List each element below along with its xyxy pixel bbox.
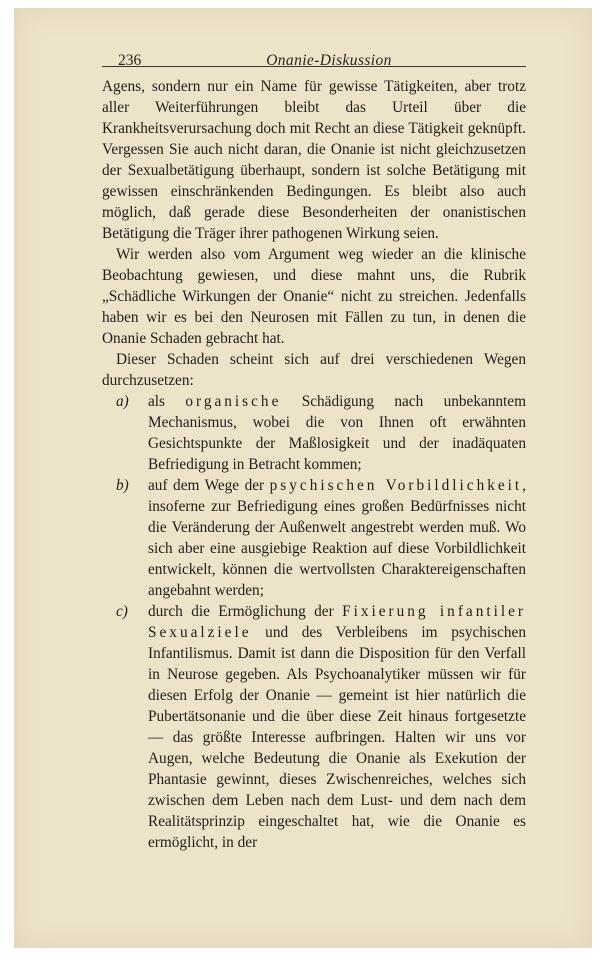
spaced-emphasis: psychischen Vorbildlichkeit: [269, 477, 523, 494]
paragraph-2: Wir werden also vom Argument weg wieder an die klinische Beobachtung gewiesen, und diese mahnt uns, die Rubrik „Schädliche Wirkungen der Onanie“ nicht zu streichen. Jedenfalls haben wir es bei den Neurosen mit Fällen zu tun, in denen die Onanie Schaden gebracht hat.: [102, 246, 526, 347]
paragraph-3: Dieser Schaden scheint sich auf drei verschiedenen Wegen durchzusetzen:: [102, 351, 526, 389]
spaced-emphasis: Fixierung infantiler Sexualziele: [148, 603, 526, 641]
page-number: 236: [118, 52, 142, 69]
list-item-a: a) als organische Schädigung nach unbekanntem Mechanismus, wobei die von Ihnen oft erwähnten Gesichtspunkte der Maßlosigkeit und der inadäquaten Befriedigung in Betracht kommen;: [116, 393, 526, 473]
page-header: [118, 52, 540, 74]
header-rule: [102, 66, 526, 67]
paragraph-1: Agens, sondern nur ein Name für gewisse Tätigkeiten, aber trotz aller Weiterführungen bleibt das Urteil über die Krankheitsverursachung doch mit Recht an diese Tätigkeit geknüpft. Vergessen Sie auch nicht daran, die Onanie ist nicht gleichzusetzen der Sexualbetätigung überhaupt, sondern ist solche Betätigung mit gewissen einschränkenden Bedingungen. Es bleibt also auch möglich, daß gerade diese Besonderheiten der onanistischen Betätigung die Träger ihrer pathogenen Wirkung seien.: [102, 78, 526, 242]
list-marker: a): [116, 393, 129, 410]
spaced-emphasis: organische: [185, 393, 282, 410]
running-title: Onanie-Diskussion: [266, 52, 392, 69]
body-text: [102, 76, 526, 853]
list-marker: b): [116, 477, 129, 494]
list-marker: c): [116, 603, 128, 620]
list-item-b: b) auf dem Wege der psychischen Vorbildlichkeit, insoferne zur Befriedigung eines großen Bedürfnisses nicht die Veränderung der Außenwelt angestrebt werden muß. Wo sich aber eine ausgiebige Reaktion auf diese Vorbildlichkeit entwickelt, können die wertvollsten Charaktereigenschaften angebahnt werden;: [116, 477, 526, 599]
list-item-c: c) durch die Ermöglichung der Fixierung infantiler Sexualziele und des Verbleibens im psychischen Infantilismus. Damit ist dann die Disposition für den Verfall in Neurose gegeben. Als Psychoanalytiker müssen wir für diesen Erfolg der Onanie — gemeint ist hier natürlich die Pubertätsonanie und die über diese Zeit hinaus fortgesetzte — das größte Interesse aufbringen. Halten wir uns vor Augen, welche Bedeutung die Onanie als Exekution der Phantasie gewinnt, dieses Zwischenreiches, welches sich zwischen dem Leben nach dem Lust- und dem nach dem Realitätsprinzip eingeschaltet hat, wie die Onanie es ermöglicht, in der: [116, 603, 526, 851]
